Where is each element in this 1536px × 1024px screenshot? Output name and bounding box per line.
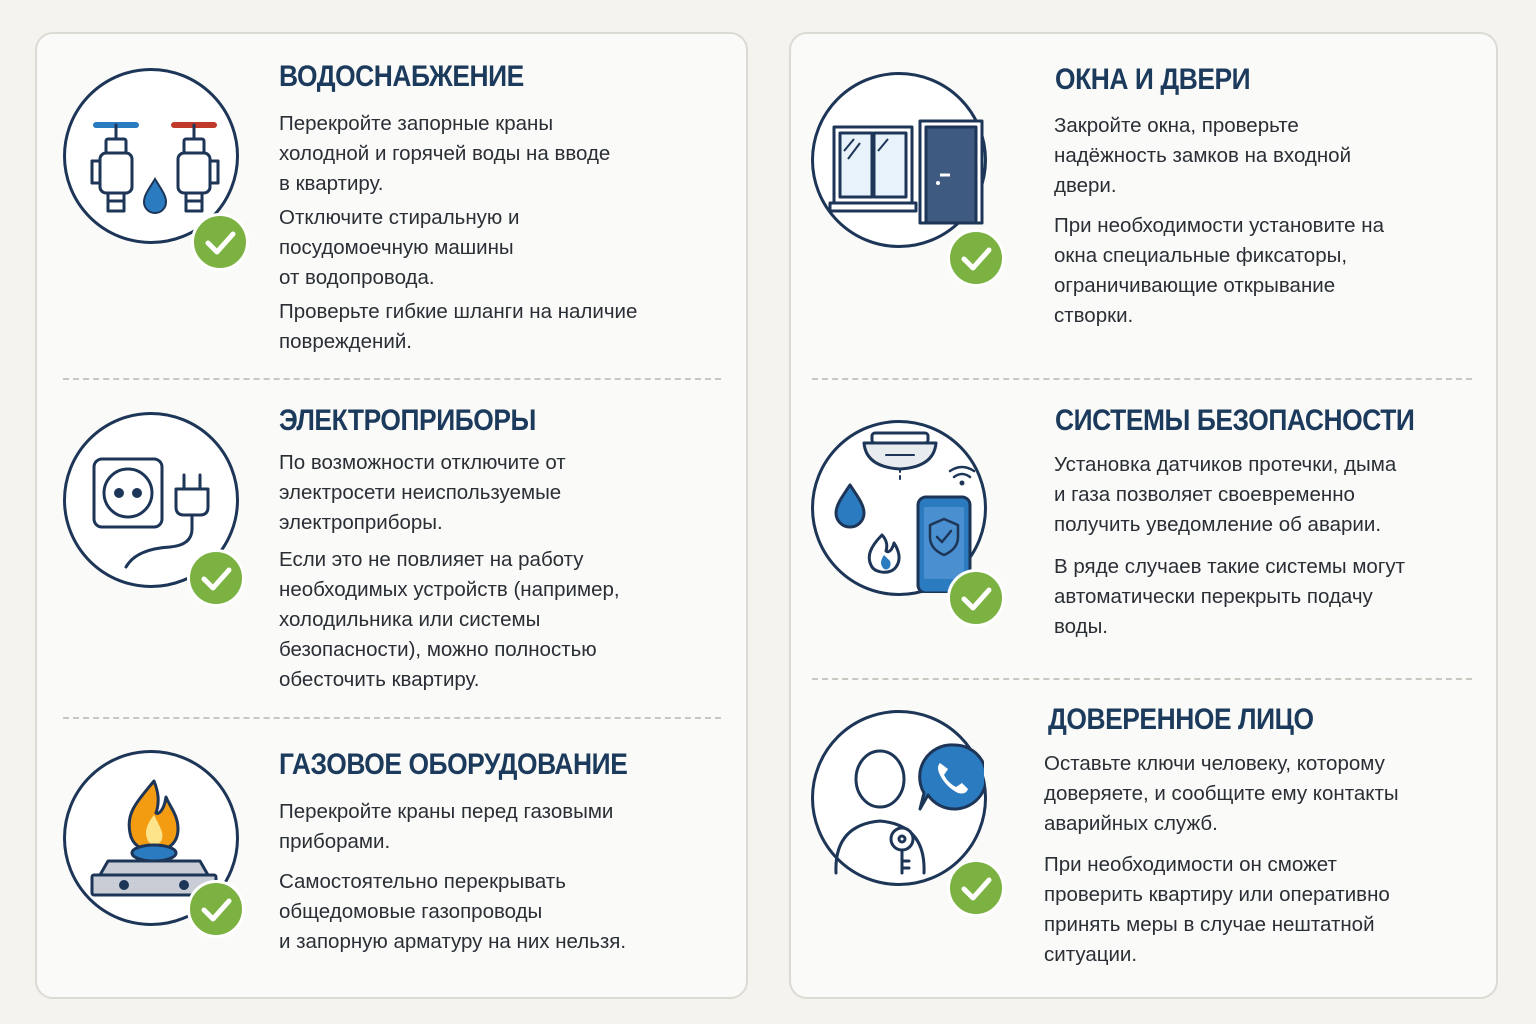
divider xyxy=(63,717,721,719)
section-text: При необходимости установите на окна специальные фиксаторы, ограничивающие открывание створки. xyxy=(1054,214,1385,327)
section-text: При необходимости он сможет проверить квартиру или оперативно принять меры в случае нештатной ситуации. xyxy=(1044,853,1390,966)
check-icon xyxy=(947,229,1005,287)
windows-icon-circle xyxy=(811,72,987,248)
security-icon-circle xyxy=(811,420,987,596)
section-title: СИСТЕМЫ БЕЗОПАСНОСТИ xyxy=(1055,404,1415,437)
section-text: Проверьте гибкие шланги на наличие повреждений. xyxy=(279,300,638,353)
section-text: Закройте окна, проверьте надёжность замков на входной двери. xyxy=(1054,114,1352,197)
section-title: ОКНА И ДВЕРИ xyxy=(1055,63,1251,96)
section-text: Перекройте краны перед газовыми приборами. xyxy=(279,800,614,853)
section-text: Отключите стиральную и посудомоечную машины от водопровода. xyxy=(279,206,520,289)
section-text: Самостоятельно перекрывать общедомовые газопроводы и запорную арматуру на них нельзя. xyxy=(279,870,627,953)
check-icon xyxy=(947,859,1005,917)
window-door-icon xyxy=(814,75,984,245)
check-icon xyxy=(947,569,1005,627)
check-icon xyxy=(187,549,245,607)
divider xyxy=(63,378,721,380)
divider xyxy=(812,378,1472,380)
section-text: По возможности отключите от электросети неиспользуемые электроприборы. xyxy=(279,451,566,534)
section-title: ВОДОСНАБЖЕНИЕ xyxy=(279,60,524,93)
trusted-person-icon xyxy=(814,713,984,883)
smart-sensors-icon xyxy=(814,423,984,593)
divider xyxy=(812,678,1472,680)
section-text: Установка датчиков протечки, дыма и газа позволяет своевременно получить уведомление об аварии. xyxy=(1054,453,1397,536)
section-text: Если это не повлияет на работу необходимых устройств (например, холодильника или системы безопасности), можно полностью обесточить квартиру. xyxy=(279,548,620,691)
trusted-icon-circle xyxy=(811,710,987,886)
check-icon xyxy=(191,213,249,271)
section-text: Оставьте ключи человеку, которому доверяете, и сообщите ему контакты аварийных служб. xyxy=(1044,752,1399,835)
section-text: Перекройте запорные краны холодной и горячей воды на вводе в квартиру. xyxy=(279,112,611,195)
section-title: ГАЗОВОЕ ОБОРУДОВАНИЕ xyxy=(279,748,628,781)
section-text: В ряде случаев такие системы могут автоматически перекрыть подачу воды. xyxy=(1054,555,1405,638)
section-title: ЭЛЕКТРОПРИБОРЫ xyxy=(279,404,536,437)
check-icon xyxy=(187,880,245,938)
section-title: ДОВЕРЕННОЕ ЛИЦО xyxy=(1048,703,1314,736)
